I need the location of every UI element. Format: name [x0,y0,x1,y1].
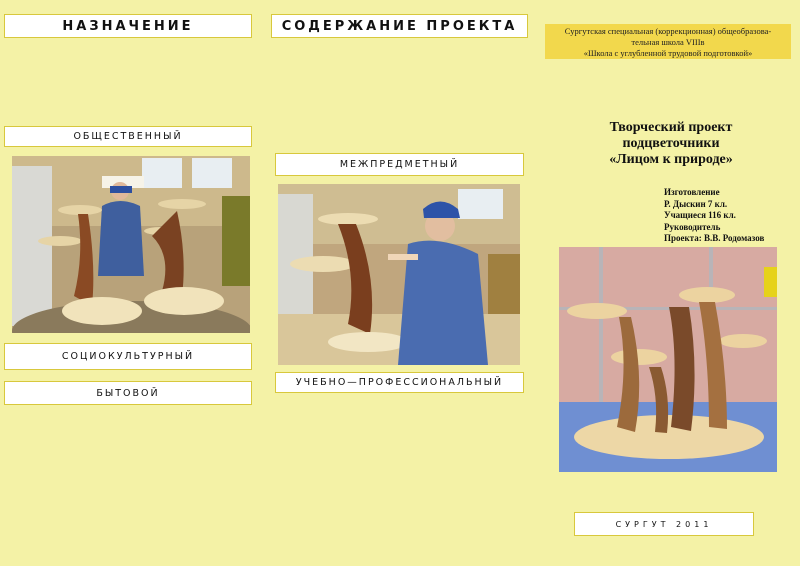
project-title-line: подцветочники [622,136,720,151]
credits [664,187,764,245]
project-title-line: Творческий проект [609,120,733,135]
project-title [560,120,782,168]
institution-line: тельная школа VIIIв [631,37,705,47]
credits-line: Учащиеся 116 кл. [664,210,736,220]
credits-line: Проекта: В.В. Родомазов [664,233,765,243]
tag-social: ОБЩЕСТВЕННЫЙ [4,126,252,147]
institution-line: «Школа с углубленной трудовой подготовкой» [583,48,753,58]
tag-household: БЫТОВОЙ [4,381,252,405]
credits-line: Руководитель [664,221,721,232]
institution-name [545,24,791,59]
workshop-photo-2 [278,184,520,365]
institution-line: Сургутская специальная (коррекционная) общеобразова- [564,26,772,36]
heading-purpose: НАЗНАЧЕНИЕ [4,14,252,38]
heading-project-content: СОДЕРЖАНИЕ ПРОЕКТА [271,14,528,38]
tag-sociocultural: СОЦИОКУЛЬТУРНЫЙ [4,343,252,370]
tag-interdisciplinary: МЕЖПРЕДМЕТНЫЙ [275,153,524,176]
credits-line: Изготовление [664,187,720,197]
flower-stand-photo [559,247,777,472]
tag-educational-professional: УЧЕБНО—ПРОФЕССИОНАЛЬНЫЙ [275,372,524,393]
footer-city-year: СУРГУТ 2011 [574,512,754,536]
workshop-photo-1 [12,156,250,333]
credits-line: Р. Дыскин 7 кл. [664,198,728,209]
project-title-line: «Лицом к природе» [609,152,733,167]
